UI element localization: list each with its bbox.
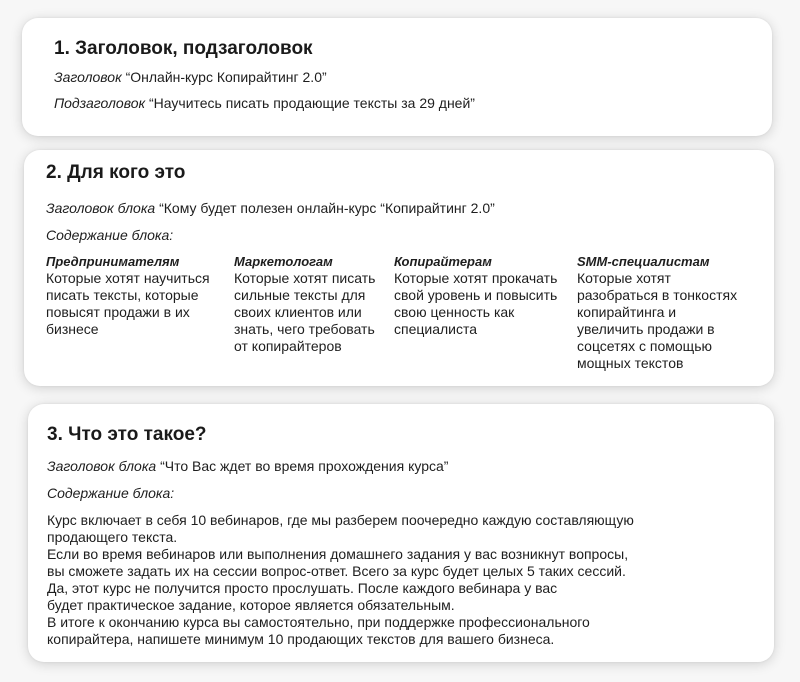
audience-header: Копирайтерам [394, 254, 492, 269]
audience-text: Которые хотят прокачать свой уровень и повысить свою ценность как специалиста [394, 270, 558, 337]
audience-text: Которые хотят писать сильные тексты для своих клиентов или знать, чего требовать от копирайтеров [234, 270, 376, 354]
description-line: вы сможете задать их на сессии вопрос-ответ. Всего за курс будет целых 5 таких сессий. [47, 563, 626, 579]
audience-header: SMM-специалистам [577, 254, 710, 269]
section-title: 2. Для кого это [46, 162, 186, 183]
audience-header: Маркетологам [234, 254, 333, 269]
description-line: будет практическое задание, которое является обязательным. [47, 597, 455, 613]
section-card-what-is-it [28, 404, 774, 662]
description-line: Да, этот курс не получится просто прослушать. После каждого вебинара у вас [47, 580, 558, 596]
block-content-label [47, 485, 774, 502]
block-heading-label: Заголовок блока [46, 200, 156, 216]
block-heading-line [47, 458, 774, 475]
description-line: Курс включает в себя 10 вебинаров, где мы разберем поочередно каждую составляющую [47, 512, 634, 528]
description-line: продающего текста. [47, 529, 178, 545]
audience-header: Предпринимателям [46, 254, 180, 269]
block-heading-value: “Что Вас ждет во время прохождения курса” [156, 458, 449, 474]
block-heading-value: “Кому будет полезен онлайн-курс “Копирайтинг 2.0” [155, 200, 495, 216]
subheading-line [54, 95, 772, 112]
audience-text: Которые хотят научиться писать тексты, которые повысят продажи в их бизнесе [46, 270, 210, 337]
audience-columns [46, 253, 774, 383]
section-title: 1. Заголовок, подзаголовок [54, 38, 313, 59]
section-card-headline [22, 18, 772, 136]
audience-column-entrepreneurs [46, 253, 231, 338]
block-heading-label: Заголовок блока [47, 458, 157, 474]
course-description [47, 512, 774, 648]
heading-label: Заголовок [54, 69, 122, 85]
subheading-value: “Научитесь писать продающие тексты за 29 дней” [145, 95, 475, 111]
heading-line [54, 69, 772, 86]
heading-value: “Онлайн-курс Копирайтинг 2.0” [121, 69, 327, 85]
block-content-label [46, 227, 774, 244]
audience-column-copywriters [394, 253, 574, 338]
audience-column-smm [577, 253, 767, 372]
audience-column-marketers [234, 253, 394, 355]
block-heading-line [46, 200, 774, 217]
block-content-label-text: Содержание блока: [46, 227, 174, 243]
description-line: копирайтера, напишете минимум 10 продающих текстов для вашего бизнеса. [47, 631, 555, 647]
subheading-label: Подзаголовок [54, 95, 146, 111]
description-line: Если во время вебинаров или выполнения домашнего задания у вас возникнут вопросы, [47, 546, 629, 562]
description-line: В итоге к окончанию курса вы самостоятельно, при поддержке профессионального [47, 614, 590, 630]
audience-text: Которые хотят разобраться в тонкостях копирайтинга и увеличить продажи в соцсетях с помощью мощных текстов [577, 270, 738, 371]
block-content-label-text: Содержание блока: [47, 485, 175, 501]
section-card-audience [24, 150, 774, 386]
section-title: 3. Что это такое? [47, 424, 207, 445]
